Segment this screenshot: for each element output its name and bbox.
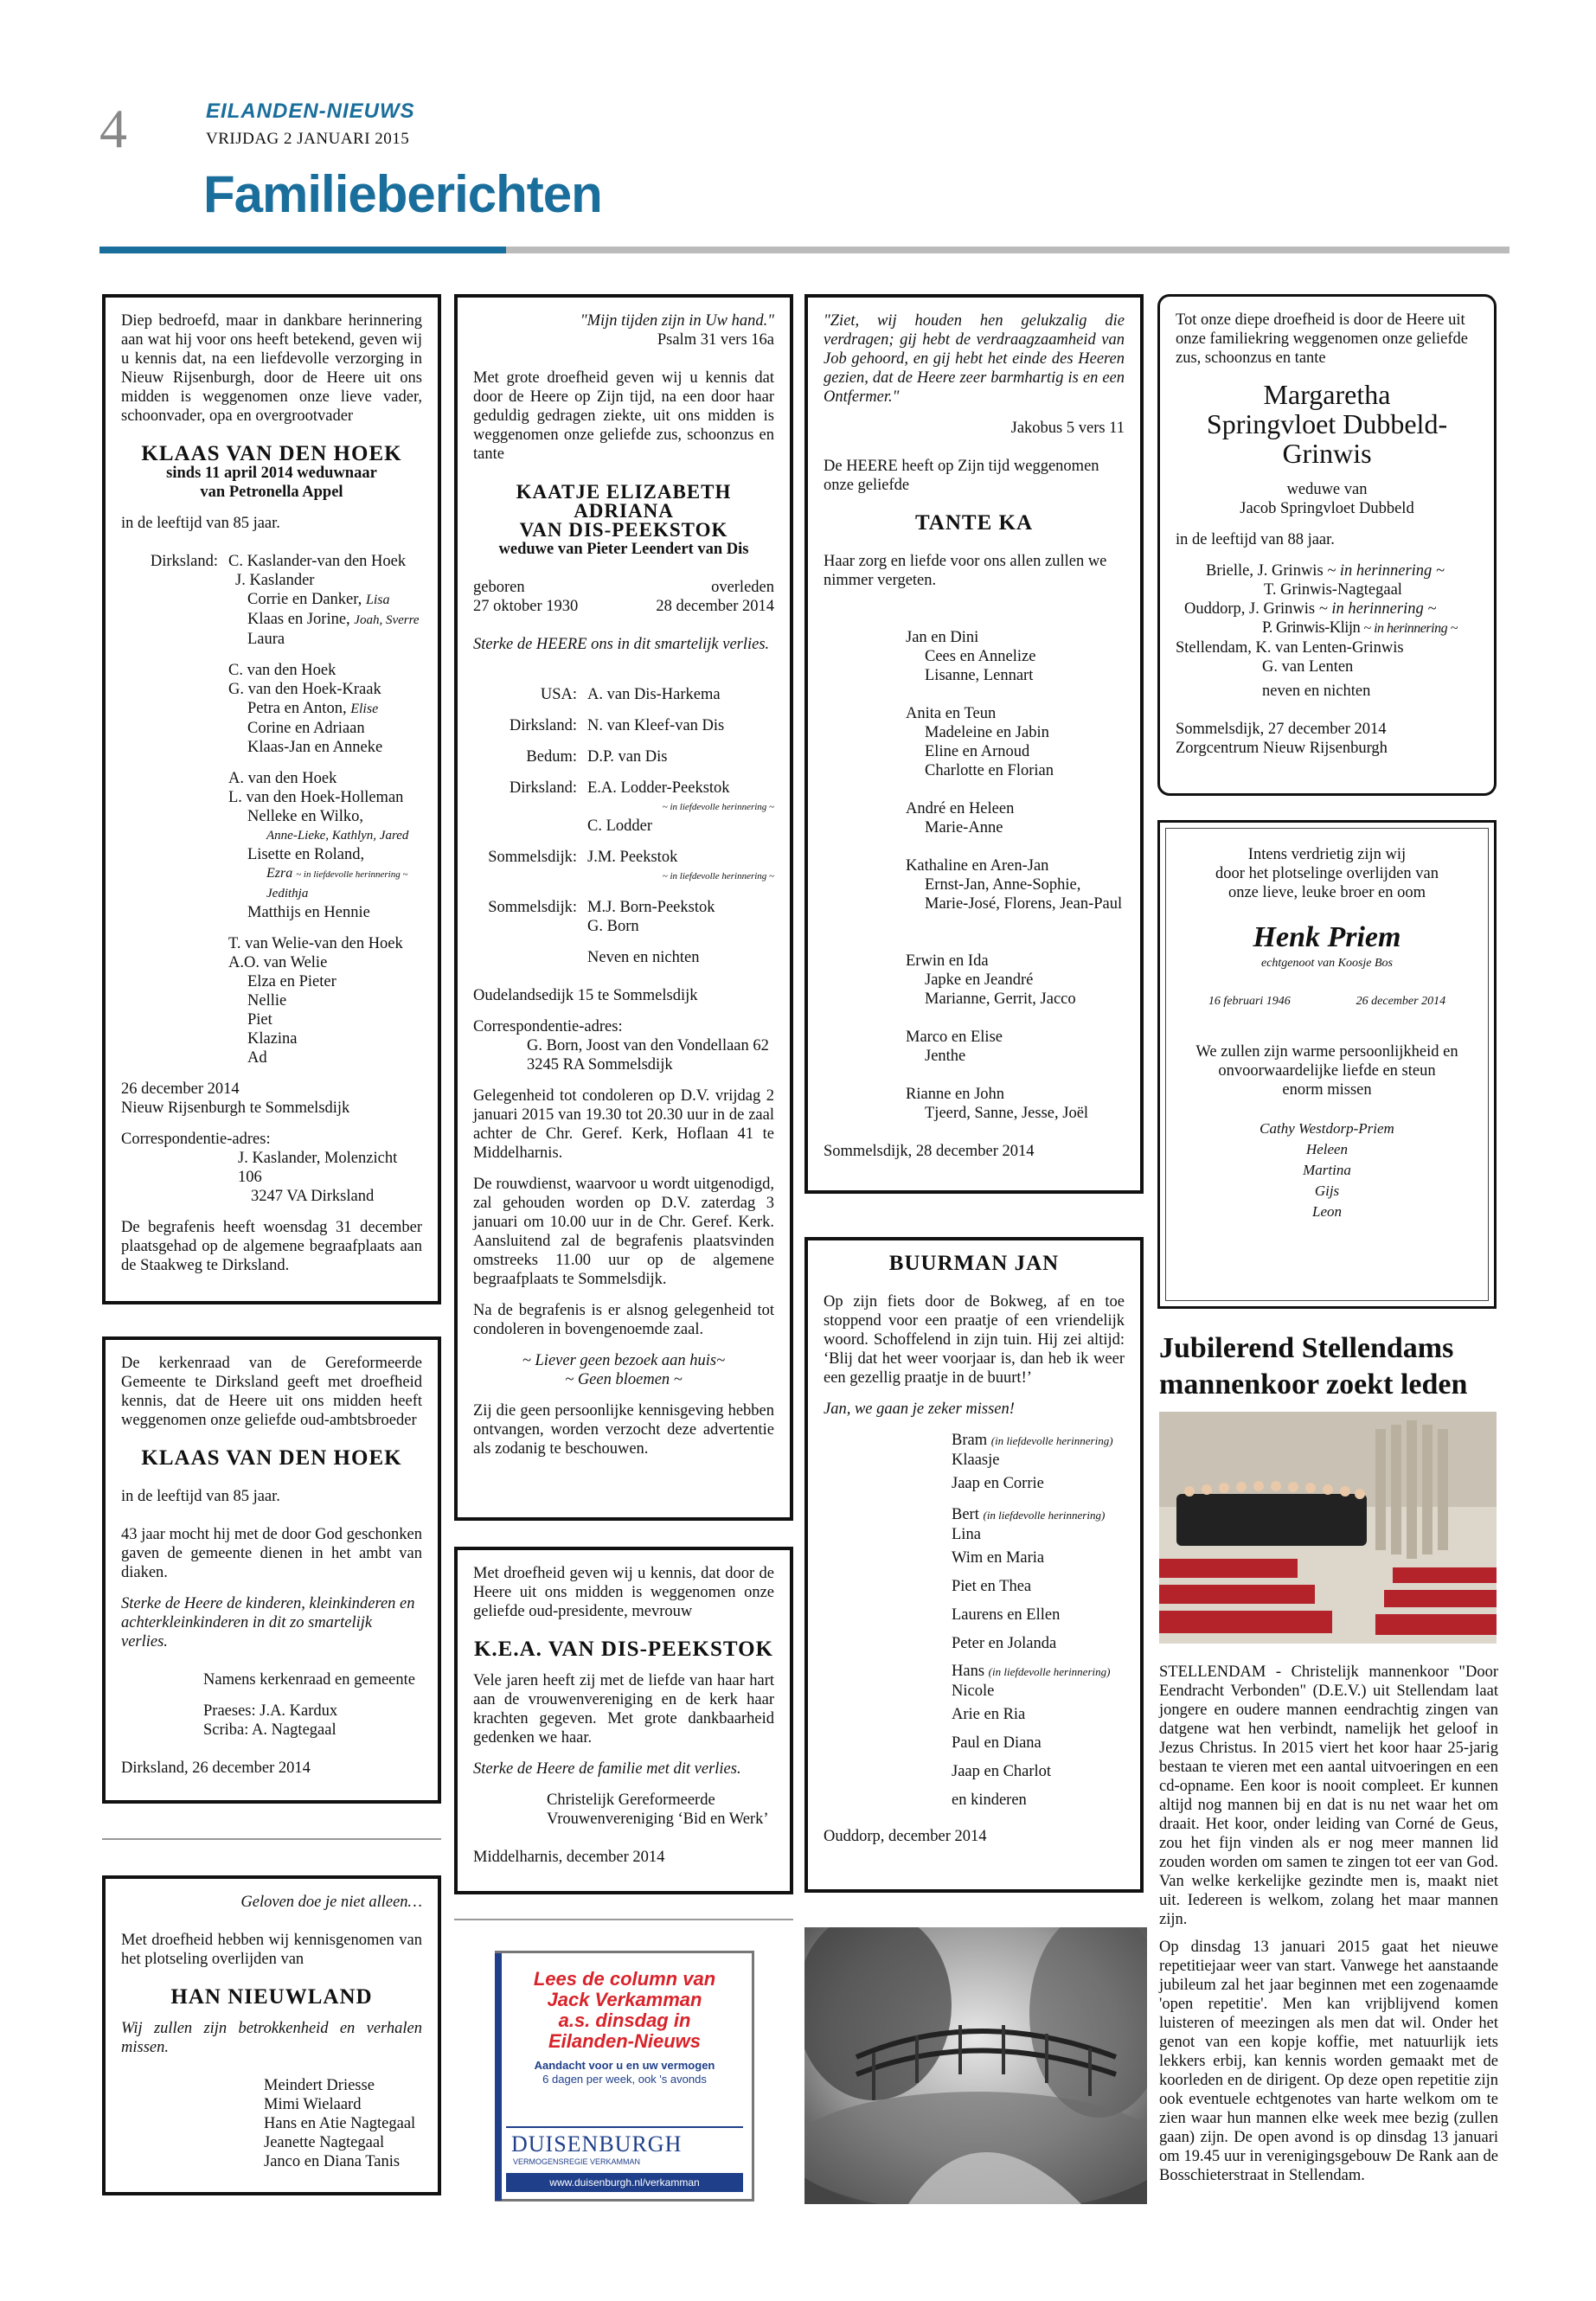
deceased-name: KLAAS VAN DEN HOEK (141, 442, 402, 465)
motto: Geloven doe je niet alleen… (240, 1894, 422, 1911)
intro-line1: Intens verdrietig zijn wij (1247, 846, 1407, 863)
age-line: in de leeftijd van 85 jaar. (121, 1488, 280, 1505)
column-separator (454, 1919, 793, 1920)
family-member: Laura (247, 631, 285, 648)
signature-line1: Christelijk Gereformeerde (547, 1791, 715, 1809)
intro-line2: door het plotselinge overlijden van (1215, 865, 1439, 882)
intro-text: De kerkenraad van de Gereformeerde Gemeente te Dirksland geeft met droefheid kennis, dat de Heere uit ons midden heeft weggenomen onze geliefde oud-ambtsbroeder (121, 1355, 422, 1429)
tribute-text: Vele jaren heeft zij met de liefde van haar hart aan de vrouwenvereniging en de kerk haar krachten gegeven. Met grote dankbaarheid gedenken we haar. (473, 1672, 774, 1747)
relative-row: Sommelsdijk: M.J. Born-Peekstok G. Born (488, 899, 715, 935)
article-body (1159, 1663, 1498, 2185)
verse-text: Sterke de Heere de kinderen, kleinkinderen en achterkleinkinderen in dit zo smartelijk verlies. (121, 1595, 415, 1650)
notice-date: Dirksland, 26 december 2014 (121, 1759, 311, 1777)
deceased-name: BUURMAN JAN (888, 1252, 1060, 1275)
deceased-name: KAATJE ELIZABETH ADRIANA (516, 481, 732, 522)
family-member: J. Kaslander (235, 572, 315, 589)
deceased-name: KLAAS VAN DEN HOEK (141, 1446, 402, 1470)
family-member: Piet (247, 1011, 272, 1029)
correspondence-label: Correspondentie-adres: (473, 1018, 623, 1035)
family-member: Anne-Lieke, Kathlyn, Jared (266, 829, 409, 843)
relative-row: Dirksland: E.A. Lodder-Peekstok ~ in liefdevolle herinnering ~ C. Lodder (509, 779, 774, 835)
bible-reference: Psalm 31 vers 16a (657, 331, 774, 349)
promo-line3: a.s. dinsdag in (558, 2009, 691, 2031)
family-group: André en Heleen Marie-Anne (906, 800, 1015, 836)
obituary-klaas-family (102, 294, 441, 1304)
family-member: Matthijs en Hennie (247, 904, 370, 921)
family-member: G. van den Hoek-Kraak (228, 681, 381, 698)
relatives-list: Brielle, J. Grinwis ~ in herinnering ~ T. Grinwis-Nagtegaal Ouddorp, J. Grinwis ~ in herinnering ~ P. Grinwis-Klijn ~ in herinnering ~ Stellendam, K. van Lenten-Grinwis G. van Lenten neven en nichten (1176, 562, 1458, 700)
family-member: Lisette en Roland, (247, 846, 365, 863)
family-member: Elza en Pieter (247, 973, 337, 990)
garden-bridge-photo (804, 1927, 1147, 2204)
family-member: Klazina (247, 1030, 298, 1048)
widow-line: weduwe van (1286, 481, 1368, 498)
family-member: Corine en Adriaan (247, 720, 365, 737)
family-list (228, 552, 422, 1067)
intro-text: Met grote droefheid geven wij u kennis dat door de Heere op Zijn tijd, na een door haar geduldig gedragen ziekte, uit ons midden is weggenomen onze geliefde zus, schoonzus en tante (473, 369, 774, 463)
correspondence-label: Correspondentie-adres: (121, 1131, 271, 1148)
correspondence-postcode: 3247 VA Dirksland (251, 1188, 375, 1205)
issue-date: VRIJDAG 2 JANUARI 2015 (206, 130, 410, 148)
relative-row: USA: A. van Dis-Harkema (540, 686, 721, 703)
signatory: Meindert Driesse (264, 2077, 375, 2094)
life-dates: 16 februari 1946 26 december 2014 (1208, 995, 1446, 1008)
burial-notice: De begrafenis heeft woensdag 31 december plaatsgehad op de algemene begraafplaats aan de Staakweg te Dirksland. (121, 1219, 422, 1274)
family-group: Marco en Elise Jenthe (906, 1029, 1003, 1065)
header-rule (506, 247, 1509, 253)
promo-line4: Eilanden-Nieuws (548, 2030, 702, 2052)
family-member: Petra en Anton, Elise (247, 700, 379, 717)
promo-brand: DUISENBURGH (511, 2131, 683, 2157)
family-member: Jedithja (266, 887, 309, 901)
promo-brand-sub: VERMOGENSREGIE VERKAMMAN (513, 2157, 641, 2166)
family-member: Ad (247, 1049, 267, 1067)
promo-line1: Lees de column van (533, 1968, 716, 1990)
family-member: Corrie en Danker, Lisa (247, 591, 390, 608)
spouse-name: van Petronella Appel (200, 484, 343, 501)
correspondence-postcode: 3245 RA Sommelsdijk (527, 1056, 673, 1074)
signatory: Jeanette Nagtegaal (264, 2134, 385, 2151)
article-paragraph: STELLENDAM - Christelijk mannenkoor "Door Eendracht Verbonden" (D.E.V.) uit Stellendam laat jongere en oudere mannen eendrachtig zingen van datgene wat hen verbindt, namelijk het geloof in Jezus Christus. In 2015 viert het koor haar 25-jarig bestaan te vieren met een aantal uitvoeringen en een cd-opname. Een koor is nooit compleet. Er kunnen altijd nog mannen bij en dat is nu net waar het om draait. Het koor, onder leiding van Corné de Geus, zou het fijn vinden als er nog meer mannen lid zouden worden om samen te zingen tot eer van God. Van welke kerkelijke gezindte men is, maakt niet uit. Iedereen is welkom, zolang het maar mannen zijn. (1159, 1663, 1498, 1928)
family-member: A. van den Hoek (228, 770, 337, 787)
article-headline: Jubilerend Stellendams mannenkoor zoekt leden (1159, 1332, 1468, 1400)
tribute-text: Op zijn fiets door de Bokweg, af en toe stoppend voor een praatje of een vriendelijk woord. Schoffelend in zijn tuin. Hij zei altijd: ‘Blij dat het weer voorjaar is, dan heb ik weer een gezellig praatje in de buurt!’ (824, 1293, 1125, 1387)
notice-place: Nieuw Rijsenburgh te Sommelsdijk (121, 1099, 350, 1117)
obituary-tante-ka (804, 294, 1144, 1194)
section-title: Familieberichten (203, 165, 602, 223)
intro-text: Met droefheid geven wij u kennis, dat door de Heere uit ons midden is weggenomen onze geliefde oud-presidente, mevrouw (473, 1565, 774, 1620)
family-group: Rianne en John Tjeerd, Sanne, Jesse, Joël (906, 1086, 1089, 1122)
signatory: Hans en Atie Nagtegaal (264, 2115, 416, 2132)
tribute-line1: We zullen zijn warme persoonlijkheid en (1195, 1043, 1458, 1061)
promo-accent-bar (495, 1953, 502, 2201)
bible-quote: "Mijn tijden zijn in Uw hand." (580, 312, 774, 330)
place-label: Dirksland: (150, 553, 218, 570)
tribute-text: Haar zorg en liefde voor ons allen zullen we nimmer vergeten. (824, 553, 1107, 589)
intro-text: De HEERE heeft op Zijn tijd weggenomen onze geliefde (824, 458, 1099, 494)
promo-line2: Jack Verkamman (547, 1989, 702, 2010)
promo-column-ad[interactable] (495, 1951, 754, 2202)
no-flowers-note: ~ Geen bloemen ~ (565, 1371, 683, 1388)
family-group: Anita en Teun Madeleine en Jabin Eline en Arnoud Charlotte en Florian (906, 705, 1054, 779)
promo-url[interactable]: www.duisenburgh.nl/verkamman (506, 2173, 743, 2192)
intro-text: Tot onze diepe droefheid is door de Heere uit onze familiekring weggenomen onze geliefde zus, schoonzus en tante (1176, 311, 1468, 367)
signatories: Cathy Westdorp-Priem Heleen Martina Gijs Leon (1259, 1120, 1394, 1220)
notice-date: Ouddorp, december 2014 (824, 1828, 987, 1845)
service-text: 43 jaar mocht hij met de door God geschonken gaven de gemeente dienen in het ambt van diaken. (121, 1526, 422, 1581)
choir-photo (1159, 1412, 1497, 1644)
relative-row: Sommelsdijk: J.M. Peekstok ~ in liefdevolle herinnering ~ (488, 849, 774, 881)
intro-line3: onze lieve, leuke broer en oom (1227, 884, 1426, 901)
correspondence-address: J. Kaslander, Molenzicht 106 (238, 1150, 398, 1186)
family-member: Ezra ~ in liefdevolle herinnering ~ (266, 866, 408, 881)
signature-scriba: Scriba: A. Nagtegaal (203, 1721, 337, 1739)
obituary-margaretha (1157, 294, 1497, 796)
obituary-buurman-jan (804, 1237, 1144, 1893)
funeral-info: De rouwdienst, waarvoor u wordt uitgenodigd, zal gehouden worden op D.V. zaterdag 3 januari om 10.00 uur in de Chr. Geref. Kerk. Aansluitend zal de begrafenis plaatsvinden omstreeks 11.00 uur op de algemene begraafplaats te Sommelsdijk. (473, 1176, 774, 1288)
family-member: Klaas-Jan en Anneke (247, 739, 383, 756)
tribute-line2: onvoorwaardelijke liefde en steun (1218, 1062, 1436, 1080)
obituary-klaas-church (102, 1336, 441, 1804)
deceased-name: HAN NIEUWLAND (170, 1985, 373, 2009)
no-visits-note: ~ Liever geen bezoek aan huis~ (522, 1352, 726, 1369)
promo-hours: 6 dagen per week, ook 's avonds (542, 2073, 707, 2086)
notice-disclaimer: Zij die geen persoonlijke kennisgeving hebben ontvangen, worden verzocht deze advertentie als zodanig te beschouwen. (473, 1402, 774, 1458)
family-member: C. Kaslander-van den Hoek (228, 553, 407, 570)
family-member: A.O. van Welie (228, 954, 328, 971)
signatories (121, 2076, 422, 2171)
article-paragraph: Op dinsdag 13 januari 2015 gaat het nieuwe repetitiejaar weer van start. Vanwege het aanstaande jubileum zal het jaar beginnen met een zogenaamde 'open repetitie'. Men kan vrijblijvend komen luisteren of meezingen als men dat wil. Onder het genot van een kopje koffie, met natuurlijk iets lekkers erbij, kan kennis worden gemaakt met de koorleden en de dirigent. Op deze open repetitie zijn ook eventuele echtgenotes van harte welkom om te zien waar hun mannen elke week mee bezig (zullen gaan) zijn. De open avond is op dinsdag 13 januari om 19.45 uur in verenigingsgebouw De Rank aan de Bosschieterstraat in Stellendam. (1159, 1939, 1498, 2184)
masthead-logo: EILANDEN-NIEUWS (206, 99, 415, 123)
signature-line: Namens kerkenraad en gemeente (203, 1671, 415, 1689)
home-address: Oudelandsedijk 15 te Sommelsdijk (473, 987, 698, 1004)
intro-text: Met droefheid hebben wij kennisgenomen van het plotseling overlijden van (121, 1932, 422, 1968)
deceased-name: Margaretha Springvloet Dubbeld- Grinwis (1206, 379, 1448, 469)
family-member: L. van den Hoek-Holleman (228, 789, 404, 806)
tribute-text: Wij zullen zijn betrokkenheid en verhalen missen. (121, 2020, 422, 2056)
signatory: Janco en Diana Tanis (264, 2153, 401, 2170)
family-group: Jan en Dini Cees en Annelize Lisanne, Lennart (906, 629, 1036, 684)
nephews-nieces: Neven en nichten (587, 949, 700, 966)
verse-text: Jan, we gaan je zeker missen! (824, 1400, 1015, 1418)
notice-place: Zorgcentrum Nieuw Rijsenburgh (1176, 740, 1388, 757)
life-dates: geboren 27 oktober 1930 overleden 28 december 2014 (473, 579, 774, 615)
family-member: C. van den Hoek (228, 662, 337, 679)
deceased-name: K.E.A. VAN DIS-PEEKSTOK (473, 1638, 773, 1661)
notice-date: Sommelsdijk, 27 december 2014 (1176, 721, 1387, 738)
age-line: in de leeftijd van 85 jaar. (121, 515, 280, 532)
obituary-henk-priem (1157, 820, 1497, 1309)
age-line: in de leeftijd van 88 jaar. (1176, 531, 1335, 548)
tribute-line3: enorm missen (1282, 1081, 1372, 1099)
notice-date: Sommelsdijk, 28 december 2014 (824, 1143, 1035, 1160)
notice-date: Middelharnis, december 2014 (473, 1849, 665, 1866)
after-burial-info: Na de begrafenis is er alsnog gelegenheid tot condoleren in bovengenoemde zaal. (473, 1302, 774, 1338)
bible-reference: Jakobus 5 vers 11 (1010, 420, 1125, 437)
verse-text: Sterke de Heere de familie met dit verlies. (473, 1760, 741, 1778)
obituary-vrouwenvereniging (454, 1547, 793, 1894)
spouse-line: echtgenoot van Koosje Bos (1260, 957, 1394, 970)
obituary-kaatje-van-dis (454, 294, 793, 1521)
widow-line: weduwe van Pieter Leendert van Dis (498, 541, 749, 558)
promo-tagline: Aandacht voor u en uw vermogen (534, 2059, 715, 2072)
page-number: 4 (99, 98, 127, 159)
relative-row: Dirksland: N. van Kleef-van Dis (509, 717, 725, 734)
bible-quote: "Ziet, wij houden hen gelukzalig die verdragen; gij hebt de verdraagzaamheid van Job gehoord, en gij hebt het einde des Heeren gezien, dat de Heere zeer barmhartig is en een Ontfermer." (824, 312, 1125, 406)
notice-date: 26 december 2014 (121, 1080, 240, 1098)
family-member: Klaas en Jorine, Joah, Sverre (247, 611, 420, 628)
intro-text: Diep bedroefd, maar in dankbare herinnering aan wat hij voor ons heeft betekend, geven wij u kennis dat, na een liefdevolle verzorging in Nieuw Rijsenburgh, door de Heere uit ons midden is weggenomen onze lieve vader, schoonvader, opa en overgrootvader (121, 312, 422, 425)
condolence-info: Gelegenheid tot condoleren op D.V. vrijdag 2 januari 2015 van 19.30 tot 20.30 uur in de zaal achter de Chr. Geref. Kerk, Hoflaan 41 te Middelharnis. (473, 1087, 774, 1162)
family-group: Kathaline en Aren-Jan Ernst-Jan, Anne-Sophie, Marie-José, Florens, Jean-Paul (906, 857, 1123, 913)
signature-praeses: Praeses: J.A. Kardux (203, 1702, 338, 1720)
family-member: Nelleke en Wilko, (247, 808, 364, 825)
family-member: Nellie (247, 992, 287, 1009)
signatory: Mimi Wielaard (264, 2096, 362, 2113)
deceased-name: Henk Priem (1253, 921, 1401, 953)
family-group: Erwin en Ida Japke en Jeandré Marianne, Gerrit, Jacco (906, 952, 1076, 1008)
family-member: T. van Welie-van den Hoek (228, 935, 403, 952)
deceased-name: TANTE KA (914, 511, 1034, 535)
spouse-name: Jacob Springvloet Dubbeld (1240, 500, 1414, 517)
signature-line2: Vrouwenvereniging ‘Bid en Werk’ (547, 1811, 769, 1828)
deceased-name-line2: VAN DIS-PEEKSTOK (519, 519, 728, 541)
widower-line: sinds 11 april 2014 weduwnaar (166, 465, 377, 482)
column-separator (102, 1838, 441, 1840)
verse-text: Sterke de HEERE ons in dit smartelijk verlies. (473, 636, 770, 653)
neighbours-list: Bram (in liefdevolle herinnering) Klaasje Jaap en Corrie Bert (in liefdevolle herinnering) Lina Wim en Maria Piet en Thea Laurens en Ellen Peter en Jolanda Hans (in liefdevolle herinnering) Nicole Arie en Ria Paul en Diana Jaap en Charlot en kinderen (952, 1432, 1113, 1809)
correspondence-address: G. Born, Joost van den Vondellaan 62 (527, 1037, 769, 1054)
header-rule-accent (99, 247, 506, 253)
relative-row: Bedum: D.P. van Dis (526, 748, 668, 766)
obituary-han-nieuwland (102, 1875, 441, 2195)
